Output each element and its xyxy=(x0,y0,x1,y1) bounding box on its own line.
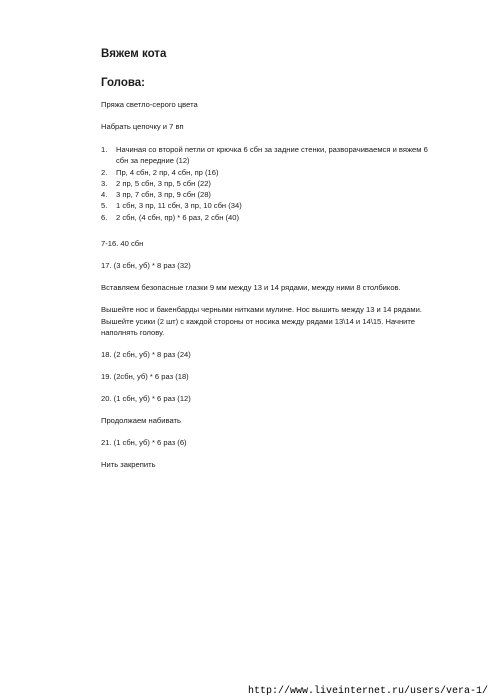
yarn-note: Пряжа светло-серого цвета xyxy=(101,100,198,109)
list-item: 6. 2 сбн, (4 сбн, пр) * 6 раз, 2 сбн (40) xyxy=(101,212,240,222)
row-18: 18. (2 сбн, уб) * 8 раз (24) xyxy=(101,350,191,359)
embroidery-line-1: Вышейте нос и бакенбарды черными нитками мулине. Нос вышить между 13 и 14 рядами. xyxy=(101,305,422,314)
section-heading: Голова: xyxy=(101,77,146,89)
steps-list xyxy=(101,144,428,223)
list-item: 2. Пр, 4 сбн, 2 пр, 4 сбн, пр (16) xyxy=(101,167,219,177)
fasten-note: Нить закрепить xyxy=(101,460,156,469)
embroidery-line-3: наполнять голову. xyxy=(101,328,165,337)
list-item: 5. 1 сбн, 3 пр, 11 сбн, 3 пр, 10 сбн (34) xyxy=(101,201,242,211)
row-21: 21. (1 сбн, уб) * 6 раз (6) xyxy=(101,438,187,447)
page-title: Вяжем кота xyxy=(101,48,167,60)
source-url: http://www.liveinternet.ru/users/vera-1/ xyxy=(247,686,488,697)
list-item: 4. 3 пр, 7 сбн, 3 пр, 9 сбн (28) xyxy=(101,190,211,200)
embroidery-line-2: Вышейте усики (2 шт) с каждой стороны от носика между рядами 13\14 и 14\15. Начните xyxy=(101,316,416,326)
eyes-note: Вставляем безопасные глазки 9 мм между 13 и 14 рядами, между ними 8 столбиков. xyxy=(101,283,401,292)
chain-note: Набрать цепочку и 7 вп xyxy=(101,122,184,131)
rows-7-16: 7-16. 40 сбн xyxy=(101,239,144,248)
list-item: 3. 2 пр, 5 сбн, 3 пр, 5 сбн (22) xyxy=(101,178,211,188)
list-item: 1. Начиная со второй петли от крючка 6 сбн за задние стенки, разворачиваемся и вяжем 6 сбн за передние (12) xyxy=(101,145,428,166)
row-19: 19. (2сбн, уб) * 6 раз (18) xyxy=(101,372,189,381)
row-17: 17. (3 сбн, уб) * 8 раз (32) xyxy=(101,261,191,270)
row-20: 20. (1 сбн, уб) * 6 раз (12) xyxy=(101,394,191,403)
stuffing-note: Продолжаем набивать xyxy=(101,416,181,425)
